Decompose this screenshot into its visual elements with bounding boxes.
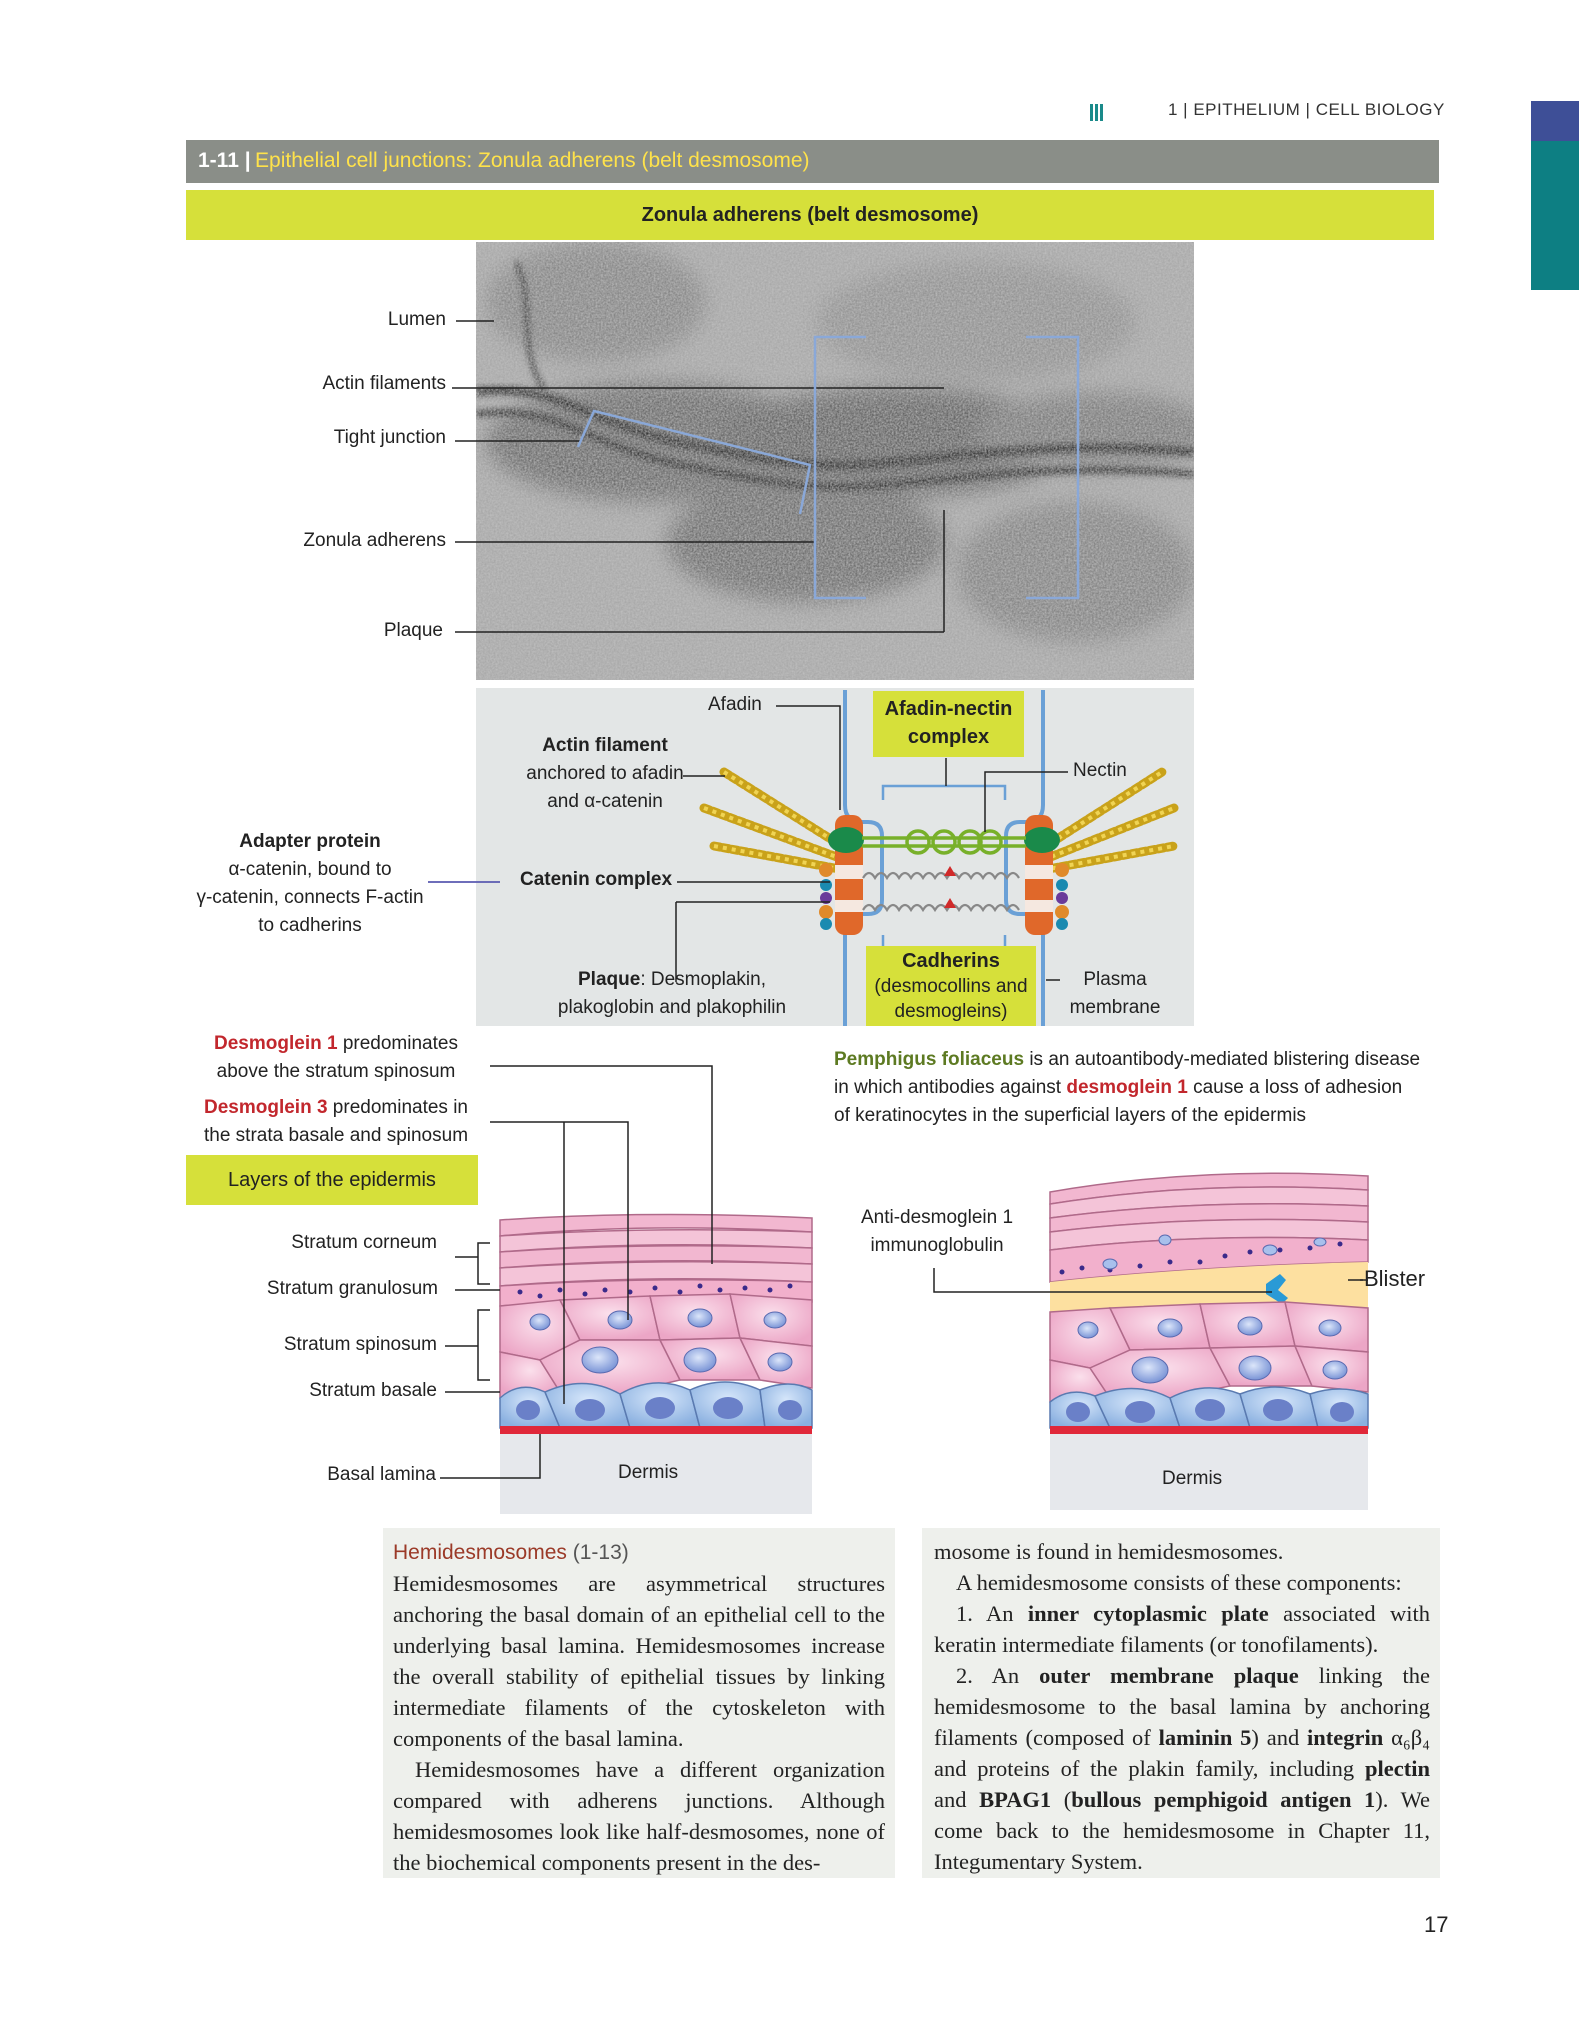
plaque-title: Plaque [578,969,641,990]
rp3a: 2. An [956,1663,1040,1688]
afadin-nectin-line1: Afadin-nectin [884,698,1013,720]
section-band-label: Zonula adherens (belt desmosome) [641,204,979,226]
label-actin-filaments: Actin filaments [322,373,446,394]
dsg1-rest: predominates [337,1033,458,1054]
label-catenin-complex: Catenin complex [520,869,673,890]
layers-band-label: Layers of the epidermis [228,1169,436,1191]
pemphigus-name: Pemphigus foliaceus [834,1049,1025,1070]
rp3j: and [934,1787,980,1812]
rp3m: bullous pemphigoid antigen 1 [1071,1787,1376,1812]
rp2a: 1. An [956,1601,1028,1626]
dsg3-name: Desmoglein 3 [203,1097,328,1118]
label-dermis-left: Dermis [618,1462,679,1483]
text-column-left [383,1528,895,1878]
actin-filament-title: Actin filament [542,735,668,756]
page-number: 17 [1424,1912,1449,1937]
rp3f: integrin [1307,1725,1384,1750]
cadherins-title: Cadherins [902,950,1000,972]
rp2c: associated with keratin intermediate filaments (or tonofilaments). [934,1601,1430,1657]
label-afadin: Afadin [708,694,762,715]
label-nectin: Nectin [1073,760,1127,781]
label-zonula-adherens: Zonula adherens [303,530,446,551]
adapter-protein-title: Adapter protein [239,831,381,852]
rp3k: BPAG1 [979,1787,1052,1812]
anti-dsg1-line1: Anti-desmoglein 1 [860,1207,1014,1228]
right-paragraph-0: mosome is found in hemidesmosomes. [934,1539,1284,1564]
label-tight-junction: Tight junction [333,427,446,448]
label-plaque: Plaque [383,620,443,641]
cadherins-desc-1: (desmocollins and [874,976,1028,997]
rp3i: plectin [1365,1756,1430,1781]
pemphigus-line1: is an autoantibody-mediated blistering disease [1024,1049,1421,1070]
actin-filament-desc-1: anchored to afadin [526,763,684,784]
left-paragraph-2: Hemidesmosomes have a different organization compared with adherens junctions. Although hemidesmosomes look like half-desmosomes, none of the biochemical components present in the des- [393,1757,885,1875]
right-paragraph-2 [934,1598,1430,1660]
label-stratum-spinosum: Stratum spinosum [283,1334,437,1355]
label-blister: Blister [1364,1266,1426,1291]
rp3h: and proteins of the plakin family, including [934,1756,1365,1781]
adapter-desc-2: γ-catenin, connects F-actin [196,887,424,908]
pemphigus-line2b: cause a loss of adhesion [1187,1077,1403,1098]
afadin-nectin-line2: complex [907,726,990,748]
pemphigus-line2-red: desmoglein 1 [1066,1077,1188,1098]
dsg1-line2: above the stratum spinosum [216,1061,456,1082]
rp3c: linking the hemidesmosome to the basal lamina by anchoring filaments (composed of [934,1663,1431,1750]
actin-filament-desc-2: and α-catenin [547,791,663,812]
right-paragraph-1: A hemidesmosome consists of these components: [956,1570,1402,1595]
rp3b: outer membrane plaque [1039,1663,1299,1688]
anti-dsg1-line2: immunoglobulin [870,1235,1004,1256]
pemphigus-line3: of keratinocytes in the superficial layers of the epidermis [834,1105,1307,1126]
dsg3-rest: predominates in [327,1097,468,1118]
plasma-membrane-1: Plasma [1083,969,1147,990]
figure-title: Epithelial cell junctions: Zonula adherens (belt desmosome) [255,149,810,172]
rp3g: α₆β₄ [1391,1725,1430,1750]
plasma-membrane-2: membrane [1069,997,1161,1018]
adapter-desc-1: α-catenin, bound to [228,859,392,880]
section-heading: Hemidesmosomes [393,1541,567,1564]
text-column-right [922,1528,1440,1878]
right-paragraph-3 [934,1660,1430,1877]
rp3n: ). We come back to the hemidesmosome in Chapter 11, Integumentary System. [934,1787,1430,1874]
rp3d: laminin 5 [1158,1725,1252,1750]
anti-dsg1-note [852,1204,1022,1260]
dsg3-line2: the strata basale and spinosum [203,1125,469,1146]
label-stratum-corneum: Stratum corneum [291,1232,437,1253]
rp2b: inner cytoplasmic plate [1027,1601,1269,1626]
label-lumen: Lumen [387,309,446,330]
left-paragraph-1: Hemidesmosomes are asymmetrical structures anchoring the basal domain of an epithelial cell to the underlying basal lamina. Hemidesmosomes increase the overall stability of epithelial tissues by linking intermediate filaments of the cytoskeleton with components of the basal lamina. [393,1571,885,1751]
plaque-desc-2: plakoglobin and plakophilin [557,997,787,1018]
label-dermis-right: Dermis [1162,1468,1223,1489]
adapter-desc-3: to cadherins [258,915,362,936]
label-stratum-basale: Stratum basale [309,1380,437,1401]
section-heading-ref: (1-13) [566,1541,629,1564]
figure-number: 1-11 | [198,149,251,172]
pemphigus-line2a: in which antibodies against [834,1077,1067,1098]
rp3l: ( [1051,1787,1072,1812]
plaque-desc-1: : Desmoplakin, [640,969,766,990]
cadherins-desc-2: desmogleins) [894,1001,1008,1022]
running-head: 1 | EPITHELIUM | CELL BIOLOGY [1168,100,1445,119]
label-stratum-granulosum: Stratum granulosum [266,1278,438,1299]
dsg1-name: Desmoglein 1 [214,1033,338,1054]
label-basal-lamina: Basal lamina [327,1464,436,1485]
rp3e: ) and [1251,1725,1307,1750]
